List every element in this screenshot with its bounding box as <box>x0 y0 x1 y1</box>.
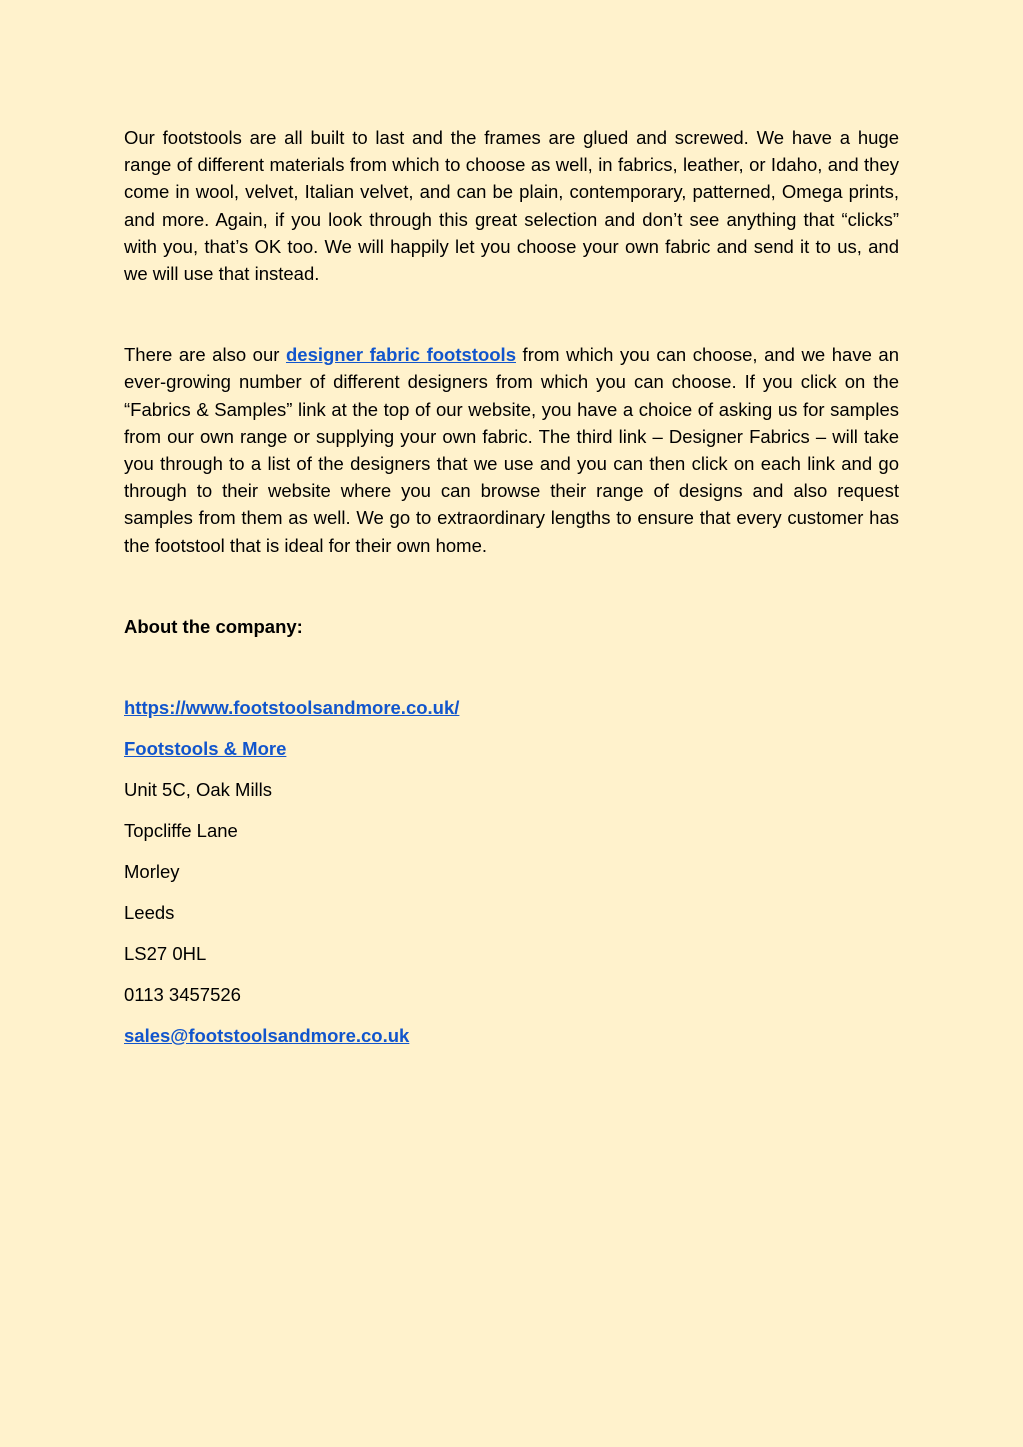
document-page <box>124 124 899 1063</box>
address-postcode: LS27 0HL <box>124 943 207 965</box>
intro-paragraph: Our footstools are all built to last and the frames are glued and screwed. We have a huge range of different materials from which to choose as well, in fabrics, leather, or Idaho, and they come in wool, velvet, Italian velvet, and can be plain, contemporary, patterned, Omega prints, and more. Again, if you look through this great selection and don’t see anything that “clicks” with you, that’s OK too. We will happily let you choose your own fabric and send it to us, and we will use that instead. <box>124 127 899 285</box>
company-name-link[interactable]: Footstools & More <box>124 738 287 760</box>
address-line-unit: Unit 5C, Oak Mills <box>124 779 273 801</box>
phone-number: 0113 3457526 <box>124 984 241 1006</box>
address-line-city: Leeds <box>124 902 175 924</box>
designer-paragraph-lead: There are also our <box>124 344 286 366</box>
designer-paragraph-body: from which you can choose, and we have an ever-growing number of different designers from which you can choose. If you click on the “Fabrics & Samples” link at the top of our website, you have a choice of asking us for samples from our own range or supplying your own fabric. The third link – Designer Fabrics – will take you through to a list of the designers that we use and you can then click on each link and go through to their website where you can browse their range of designs and also request samples from them as well. We go to extraordinary lengths to ensure that every customer has the footstool that is ideal for their own home. <box>124 344 899 556</box>
website-link[interactable]: https://www.footstoolsandmore.co.uk/ <box>124 697 460 719</box>
email-link[interactable]: sales@footstoolsandmore.co.uk <box>124 1025 410 1047</box>
designer-paragraph <box>124 341 899 559</box>
contact-block <box>124 694 899 1049</box>
address-line-town: Morley <box>124 861 180 883</box>
about-company-heading: About the company: <box>124 615 303 637</box>
designer-fabric-footstools-link[interactable]: designer fabric footstools <box>285 344 516 366</box>
address-line-street: Topcliffe Lane <box>124 820 238 842</box>
